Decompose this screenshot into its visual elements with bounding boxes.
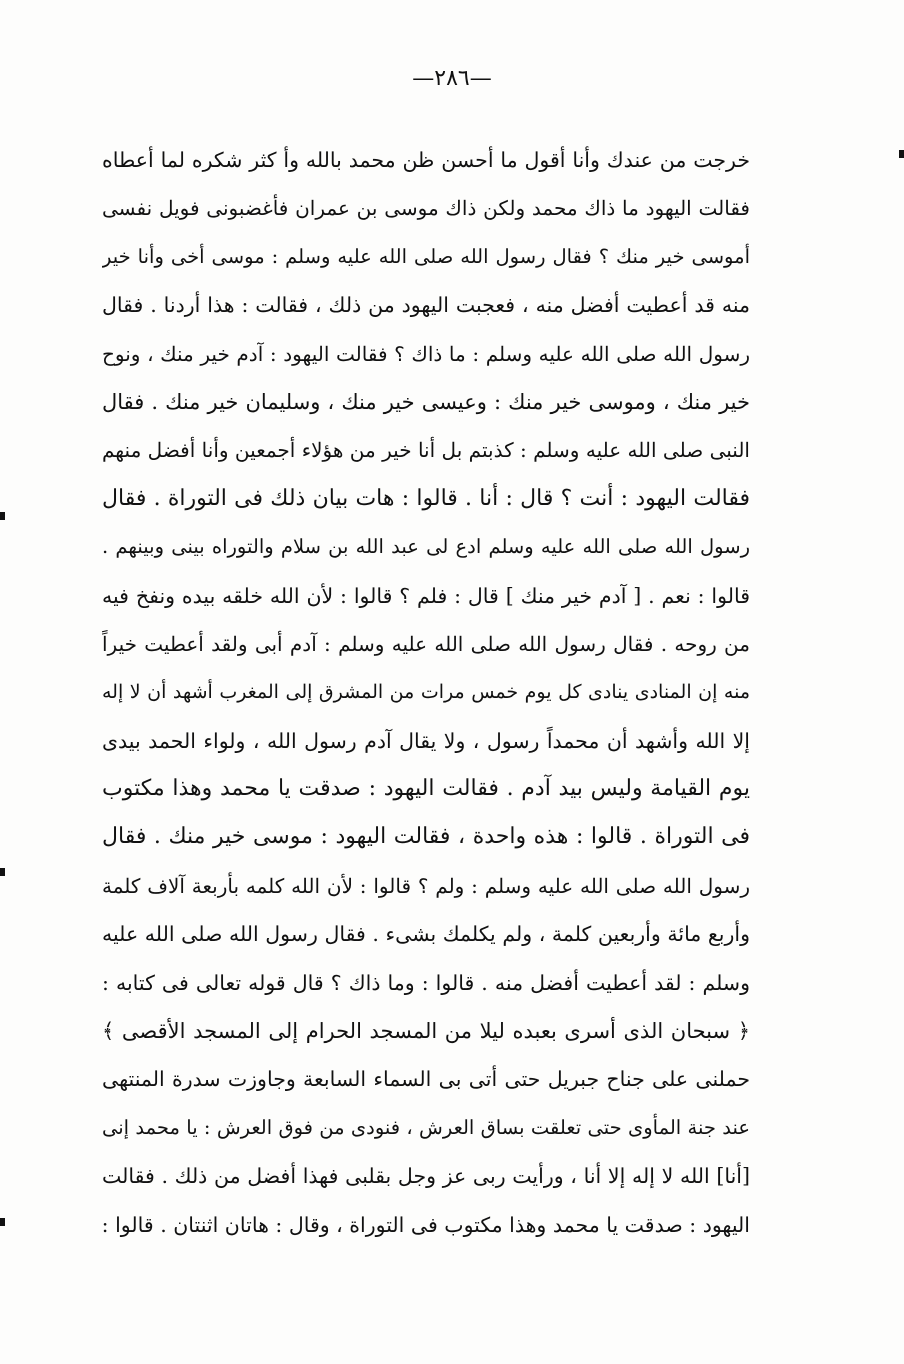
text-line: أموسى خير منك ؟ فقال رسول الله صلى الله عليه وسلم : موسى أخى وأنا خير — [102, 244, 750, 268]
text-line: رسول الله صلى الله عليه وسلم : ما ذاك ؟ فقالت اليهود : آدم خير منك ، ونوح — [102, 341, 750, 366]
text-line: النبى صلى الله عليه وسلم : كذبتم بل أنا خير من هؤلاء أجمعين وأنا أفضل منهم — [102, 438, 750, 463]
text-line: من روحه . فقال رسول الله صلى الله عليه وسلم : آدم أبى ولقد أعطيت خيراً — [102, 631, 750, 656]
arabic-text-block — [102, 138, 750, 1251]
text-line: فقالت اليهود : أنت ؟ قال : أنا . قالوا : هات بيان ذلك فى التوراة . فقال — [102, 485, 750, 511]
text-line: [أنا] الله لا إله إلا أنا ، ورأيت ربى عز وجل بقلبى فهذا أفضل من ذلك . فقالت — [102, 1164, 750, 1189]
text-line: حملنى على جناح جبريل حتى أتى بى السماء السابعة وجاوزت سدرة المنتهى — [102, 1067, 750, 1092]
text-line: وسلم : لقد أعطيت أفضل منه . قالوا : وما ذاك ؟ قال قوله تعالى فى كتابه : — [102, 970, 750, 995]
scan-edge-mark — [899, 150, 904, 158]
text-line: منه قد أعطيت أفضل منه ، فعجبت اليهود من ذلك ، فقالت : هذا أردنا . فقال — [102, 293, 750, 318]
scan-edge-mark — [0, 512, 5, 520]
text-line: خرجت من عندك وأنا أقول ما أحسن ظن محمد بالله وأ كثر شكره لما أعطاه — [102, 148, 750, 172]
text-line: اليهود : صدقت يا محمد وهذا مكتوب فى التوراة ، وقال : هاتان اثنتان . قالوا : — [102, 1212, 750, 1237]
page-number: —٢٨٦— — [412, 66, 492, 91]
text-line: قالوا : نعم . [ آدم خير منك ] قال : فلم ؟ قالوا : لأن الله خلقه بيده ونفخ فيه — [102, 583, 750, 608]
text-line: إلا الله وأشهد أن محمداً رسول ، ولا يقال آدم رسول الله ، ولواء الحمد بيدى — [102, 728, 750, 753]
text-line: منه إن المنادى ينادى كل يوم خمس مرات من المشرق إلى المغرب أشهد أن لا إله — [102, 681, 750, 704]
text-line: عند جنة المأوى حتى تعلقت بساق العرش ، فنودى من فوق العرش : يا محمد إنى — [102, 1115, 750, 1139]
text-line: رسول الله صلى الله عليه وسلم : ولم ؟ قالوا : لأن الله كلمه بأربعة آلاف كلمة — [102, 873, 750, 898]
text-line: يوم القيامة وليس بيد آدم . فقالت اليهود : صدقت يا محمد وهذا مكتوب — [102, 776, 750, 802]
scan-edge-mark — [0, 868, 5, 876]
quran-verse-line: ﴿ سبحان الذى أسرى بعبده ليلا من المسجد الحرام إلى المسجد الأقصى ﴾ — [102, 1019, 750, 1044]
text-line: رسول الله صلى الله عليه وسلم ادع لى عبد الله بن سلام والتوراه بينى وبينهم . — [102, 535, 750, 559]
text-line: وأربع مائة وأربعين كلمة ، ولم يكلمك بشىء . فقال رسول الله صلى الله عليه — [102, 922, 750, 947]
scan-edge-mark — [0, 1218, 5, 1226]
text-line: فقالت اليهود ما ذاك محمد ولكن ذاك موسى بن عمران فأغضبونى فويل نفسى — [102, 196, 750, 221]
text-line: فى التوراة . قالوا : هذه واحدة ، فقالت اليهود : موسى خير منك . فقال — [102, 824, 750, 850]
text-line: خير منك ، وموسى خير منك : وعيسى خير منك ، وسليمان خير منك . فقال — [102, 389, 750, 414]
